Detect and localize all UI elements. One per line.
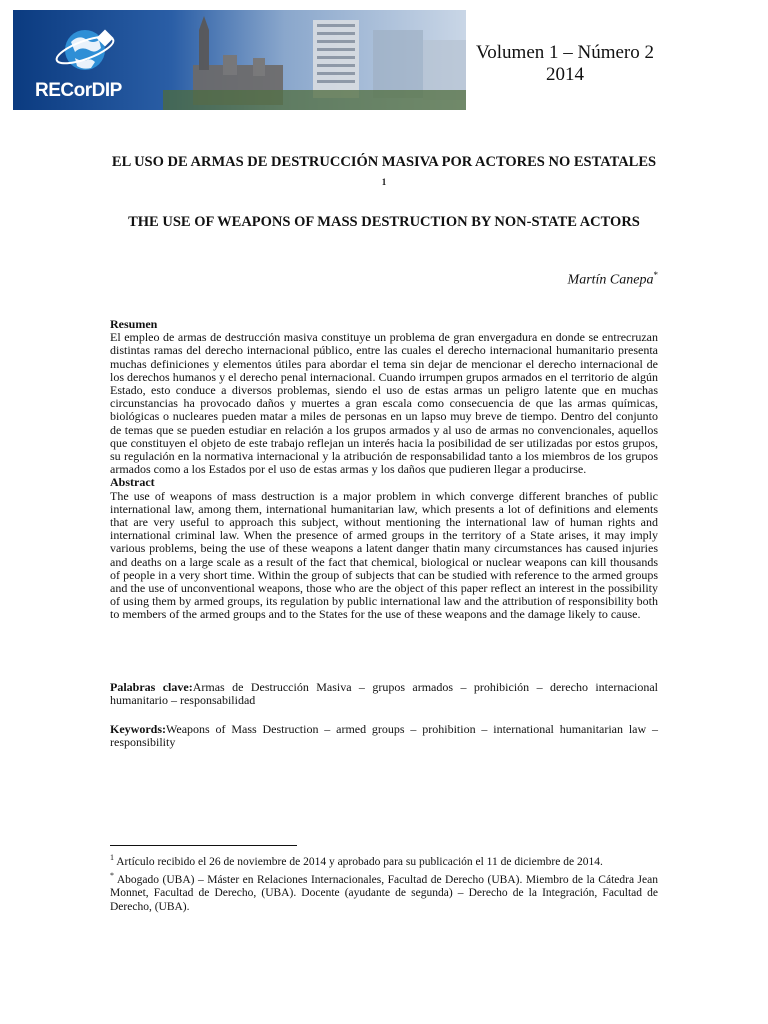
footnote-ref-author[interactable]: *: [653, 270, 658, 280]
footnote-text: Abogado (UBA) – Máster en Relaciones Internacionales, Facultad de Derecho (UBA). Miembro de la Cátedra Jean Monnet, Facultad de Derecho, (UBA). Docente (ayudante de segunda) – Derecho de la Integración, Facultad de Derecho, (UBA).: [110, 874, 658, 913]
abstract-heading: Abstract: [110, 475, 155, 490]
journal-banner: [13, 10, 466, 110]
journal-logo-text: RECorDIP: [35, 80, 122, 101]
keywords-spanish-text: Armas de Destrucción Masiva – grupos armados – prohibición – derecho internacional humanitario – responsabilidad: [110, 680, 658, 708]
title-spanish-text: EL USO DE ARMAS DE DESTRUCCIÓN MASIVA POR ACTORES NO ESTATALES: [111, 154, 657, 170]
footnotes: [110, 851, 658, 914]
keywords-english-text: Weapons of Mass Destruction – armed groups – prohibition – international humanitarian law – responsibility: [110, 722, 658, 750]
footnote-mark: *: [110, 871, 114, 881]
keywords-spanish-label: Palabras clave:: [110, 680, 193, 694]
footnote-divider: [110, 845, 297, 846]
footnote-mark: 1: [110, 853, 114, 862]
volume-number: Volumen 1 – Número 2: [475, 42, 655, 63]
author: [568, 270, 658, 289]
issue-year: 2014: [546, 64, 584, 85]
resumen-heading: Resumen: [110, 317, 158, 331]
resumen-text: El empleo de armas de destrucción masiva constituye un problema de gran envergadura en donde se entrecruzan distintas ramas del derecho internacional público, entre las cuales el derecho internacional humanitario presenta muchas definiciones y elementos útiles para abordar el tema sin dejar de mencionar el derecho internacional de los derechos humanos y el derecho penal internacional. Cuando irrumpen grupos armados en el territorio de algún Estado, esto conduce a diversos problemas, siendo el uso de estas armas un peligro latente que en muchas circunstancias ha provocado daños y muertes a gran escala como consecuencia de que las armas químicas, biológicas o nucleares pueden matar a miles de personas en un lapso muy breve de tiempo. Dentro del conjunto de temas que se pueden estudiar en relación a los grupos armados y al uso de armas no convencionales, aquellos que constituyen el objeto de este trabajo reflejan un interés hacia la posibilidad de ser utilizadas por estos grupos, su regulación en la normativa internacional y la atribución de responsabilidad tanto a los miembros de los grupos armados como a los Estados por el uso de estas armas y los daños que pudieren llegar a producirse.: [110, 330, 658, 477]
title-spanish: [110, 152, 658, 197]
keywords-english-label: Keywords:: [110, 722, 166, 736]
author-name: Martín Canepa: [567, 272, 654, 288]
issue-info: [470, 42, 660, 86]
footnote-text: Artículo recibido el 26 de noviembre de 2014 y aprobado para su publicación el 11 de diciembre de 2014.: [116, 855, 603, 868]
footnote-ref-1[interactable]: 1: [381, 177, 387, 187]
footnote-1: [110, 851, 658, 869]
keywords-spanish: [110, 681, 658, 707]
abstracts-section: [110, 318, 658, 622]
keywords-english: [110, 723, 658, 749]
title-english: THE USE OF WEAPONS OF MASS DESTRUCTION BY NON-STATE ACTORS: [128, 214, 640, 230]
abstract-text: The use of weapons of mass destruction is a major problem in which converge different branches of public international law, among them, international humanitarian law, which presents a lot of definitions and elements that are very useful to approach this subject, without mentioning the international law of human rights and international criminal law. When the presence of armed groups in the territory of a State arises, it may imply various problems, being the use of these weapons a latent danger thatin many circumstances has caused injuries and deaths on a large scale as a result of the fact that chemical, biological or nuclear weapons can kill thousands of people in a very short time. Within the group of subjects that can be studied with reference to the armed groups and the use of unconventional weapons, those who are the object of this paper reflect an interest in the possibility of using them by armed groups, its regulation by public international law and the attribution of responsibility both to members of the armed groups and to the States for the use of these weapons and the damage likely to cause.: [110, 488, 658, 622]
footnote-author: [110, 869, 658, 914]
